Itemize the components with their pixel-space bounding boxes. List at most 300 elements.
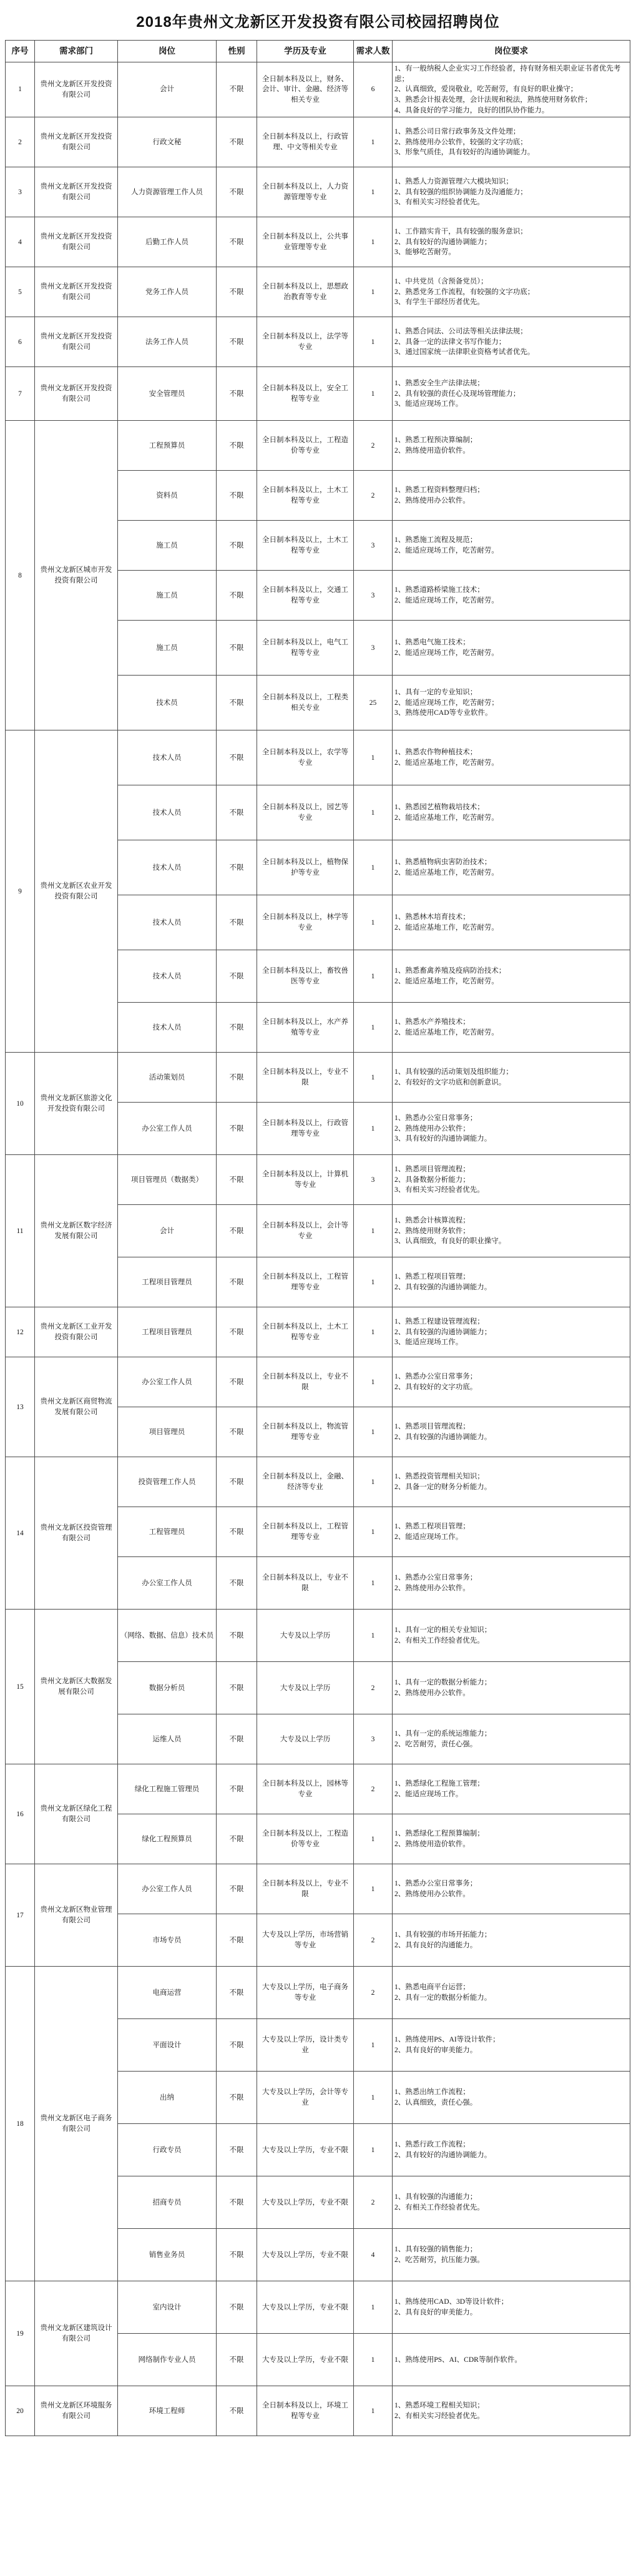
cell-requirements: 1、熟悉公司日常行政事务及文件处理； 2、熟练使用办公软件，较强的文字功底； 3、形象气质佳，具有较好的沟通协调能力。 [393, 117, 630, 167]
cell-count: 1 [354, 1257, 393, 1307]
cell-count: 1 [354, 1205, 393, 1257]
cell-gender: 不限 [217, 471, 257, 521]
cell-department: 贵州文龙新区电子商务有限公司 [35, 1967, 118, 2281]
cell-requirements: 1、熟悉水产养殖技术； 2、能适应基地工作，吃苦耐劳。 [393, 1003, 630, 1053]
cell-gender: 不限 [217, 785, 257, 840]
cell-position: 会计 [118, 1205, 217, 1257]
cell-count: 1 [354, 1457, 393, 1507]
cell-education: 全日制本科及以上，行政管理、中文等相关专业 [257, 117, 354, 167]
cell-department: 贵州文龙新区数字经济发展有限公司 [35, 1155, 118, 1307]
cell-requirements: 1、熟悉工程项目管理； 2、具有较强的沟通协调能力。 [393, 1257, 630, 1307]
cell-count: 25 [354, 676, 393, 730]
cell-education: 大专及以上学历 [257, 1610, 354, 1662]
cell-position: 技术人员 [118, 730, 217, 785]
cell-position: 绿化工程施工管理员 [118, 1764, 217, 1814]
table-row [6, 730, 630, 785]
cell-position: 数据分析员 [118, 1662, 217, 1714]
cell-position: 招商专员 [118, 2176, 217, 2229]
cell-position: 电商运营 [118, 1967, 217, 2019]
cell-requirements: 1、熟练使用PS、AI等设计软件； 2、具有良好的审美能力。 [393, 2019, 630, 2072]
cell-requirements: 1、熟悉投资管理相关知识； 2、具备一定的财务分析能力。 [393, 1457, 630, 1507]
cell-position: 绿化工程预算员 [118, 1814, 217, 1864]
cell-requirements: 1、中共党员（含预备党员）； 2、熟悉党务工作流程，有较强的文字功底； 3、有学生干部经历者优先。 [393, 267, 630, 317]
cell-education: 全日制本科及以上，行政管理等专业 [257, 1103, 354, 1155]
cell-requirements: 1、熟悉安全生产法律法规； 2、具有较强的责任心及现场管理能力； 3、能适应现场工作。 [393, 367, 630, 421]
cell-requirements: 1、具有一定的系统运维能力； 2、吃苦耐劳，责任心强。 [393, 1714, 630, 1764]
cell-education: 全日制本科及以上，园艺等专业 [257, 785, 354, 840]
cell-department: 贵州文龙新区投资管理有限公司 [35, 1457, 118, 1610]
cell-gender: 不限 [217, 621, 257, 676]
header-gender: 性别 [217, 41, 257, 62]
cell-gender: 不限 [217, 1103, 257, 1155]
cell-count: 3 [354, 1155, 393, 1205]
cell-gender: 不限 [217, 1814, 257, 1864]
cell-requirements: 1、熟悉植物病虫害防治技术； 2、能适应基地工作，吃苦耐劳。 [393, 840, 630, 895]
cell-gender: 不限 [217, 62, 257, 117]
cell-requirements: 1、具有较强的沟通能力； 2、有相关工作经验者优先。 [393, 2176, 630, 2229]
cell-requirements: 1、具有一定的专业知识； 2、能适应现场工作，吃苦耐劳； 3、熟练使用CAD等专业软件。 [393, 676, 630, 730]
cell-education: 大专及以上学历，专业不限 [257, 2176, 354, 2229]
cell-requirements: 1、熟悉人力资源管理六大模块知识； 2、具有较强的组织协调能力及沟通能力； 3、有相关实习经验者优先。 [393, 167, 630, 217]
cell-education: 全日制本科及以上，土木工程等专业 [257, 471, 354, 521]
cell-education: 全日制本科及以上，土木工程等专业 [257, 1307, 354, 1357]
cell-gender: 不限 [217, 2072, 257, 2124]
table-row [6, 1457, 630, 1507]
cell-requirements: 1、熟悉合同法、公司法等相关法律法规； 2、具备一定的法律文书写作能力； 3、通过国家统一法律职业资格考试者优先。 [393, 317, 630, 367]
cell-position: 销售业务员 [118, 2229, 217, 2281]
cell-department: 贵州文龙新区城市开发投资有限公司 [35, 421, 118, 730]
cell-gender: 不限 [217, 2334, 257, 2386]
cell-department: 贵州文龙新区环境服务有限公司 [35, 2386, 118, 2436]
cell-seq: 5 [6, 267, 35, 317]
cell-requirements: 1、熟悉施工流程及规范； 2、能适应现场工作，吃苦耐劳。 [393, 521, 630, 571]
cell-gender: 不限 [217, 1714, 257, 1764]
cell-education: 大专及以上学历，专业不限 [257, 2229, 354, 2281]
cell-seq: 3 [6, 167, 35, 217]
cell-gender: 不限 [217, 1507, 257, 1557]
cell-seq: 10 [6, 1053, 35, 1155]
cell-education: 全日制本科及以上，工程造价等专业 [257, 1814, 354, 1864]
cell-gender: 不限 [217, 1407, 257, 1457]
cell-education: 大专及以上学历，设计类专业 [257, 2019, 354, 2072]
cell-position: 技术人员 [118, 785, 217, 840]
cell-requirements: 1、有一般纳税人企业实习工作经验者，持有财务相关职业证书者优先考虑； 2、认真细致，爱岗敬业，吃苦耐劳，有良好的职业操守； 3、熟悉会计报表处理，会计法规和税法，熟练使用财务软件； 4、具备良好的学习能力，良好的团队协作能力。 [393, 62, 630, 117]
cell-department: 贵州文龙新区旅游文化开发投资有限公司 [35, 1053, 118, 1155]
cell-gender: 不限 [217, 1205, 257, 1257]
cell-count: 1 [354, 1053, 393, 1103]
cell-seq: 7 [6, 367, 35, 421]
cell-position: 项目管理员（数据类） [118, 1155, 217, 1205]
cell-requirements: 1、熟悉园艺植物栽培技术； 2、能适应基地工作，吃苦耐劳。 [393, 785, 630, 840]
cell-count: 1 [354, 730, 393, 785]
cell-education: 全日制本科及以上，工程类相关专业 [257, 676, 354, 730]
table-row [6, 217, 630, 267]
cell-requirements: 1、熟练使用PS、AI、CDR等制作软件。 [393, 2334, 630, 2386]
cell-gender: 不限 [217, 367, 257, 421]
cell-position: 运维人员 [118, 1714, 217, 1764]
header-count: 需求人数 [354, 41, 393, 62]
cell-gender: 不限 [217, 1307, 257, 1357]
cell-position: 行政专员 [118, 2124, 217, 2176]
header-education: 学历及专业 [257, 41, 354, 62]
cell-position: 网络制作专业人员 [118, 2334, 217, 2386]
cell-seq: 2 [6, 117, 35, 167]
table-row [6, 1864, 630, 1914]
cell-education: 大专及以上学历，会计等专业 [257, 2072, 354, 2124]
cell-gender: 不限 [217, 1457, 257, 1507]
cell-position: 项目管理员 [118, 1407, 217, 1457]
cell-count: 1 [354, 1864, 393, 1914]
cell-gender: 不限 [217, 1914, 257, 1967]
cell-education: 全日制本科及以上，公共事业管理等专业 [257, 217, 354, 267]
header-position: 岗位 [118, 41, 217, 62]
cell-requirements: 1、熟悉农作物种植技术； 2、能适应基地工作，吃苦耐劳。 [393, 730, 630, 785]
cell-count: 2 [354, 1967, 393, 2019]
cell-seq: 14 [6, 1457, 35, 1610]
cell-requirements: 1、熟悉工程预决算编制； 2、熟练使用造价软件。 [393, 421, 630, 471]
cell-position: 工程项目管理员 [118, 1307, 217, 1357]
cell-education: 全日制本科及以上，思想政治教育等专业 [257, 267, 354, 317]
table-row [6, 1155, 630, 1205]
cell-education: 大专及以上学历，专业不限 [257, 2281, 354, 2334]
cell-education: 全日制本科及以上，法学等专业 [257, 317, 354, 367]
cell-education: 全日制本科及以上，工程管理等专业 [257, 1257, 354, 1307]
cell-position: 工程预算员 [118, 421, 217, 471]
cell-count: 1 [354, 840, 393, 895]
cell-department: 贵州文龙新区开发投资有限公司 [35, 367, 118, 421]
cell-seq: 9 [6, 730, 35, 1053]
cell-seq: 13 [6, 1357, 35, 1457]
cell-count: 1 [354, 1814, 393, 1864]
cell-education: 大专及以上学历 [257, 1714, 354, 1764]
cell-education: 全日制本科及以上，土木工程等专业 [257, 521, 354, 571]
cell-position: 工程管理员 [118, 1507, 217, 1557]
cell-gender: 不限 [217, 1357, 257, 1407]
table-row [6, 1307, 630, 1357]
cell-department: 贵州文龙新区工业开发投资有限公司 [35, 1307, 118, 1357]
cell-education: 全日制本科及以上，植物保护等专业 [257, 840, 354, 895]
cell-requirements: 1、熟悉项目管理流程； 2、具备数据分析能力； 3、有相关实习经验者优先。 [393, 1155, 630, 1205]
cell-education: 大专及以上学历 [257, 1662, 354, 1714]
cell-seq: 16 [6, 1764, 35, 1864]
table-row [6, 2281, 630, 2334]
cell-count: 1 [354, 2386, 393, 2436]
cell-education: 大专及以上学历，专业不限 [257, 2124, 354, 2176]
cell-gender: 不限 [217, 1003, 257, 1053]
cell-gender: 不限 [217, 2386, 257, 2436]
header-dept: 需求部门 [35, 41, 118, 62]
cell-position: 党务工作人员 [118, 267, 217, 317]
cell-gender: 不限 [217, 117, 257, 167]
cell-position: 安全管理员 [118, 367, 217, 421]
cell-position: 技术人员 [118, 950, 217, 1003]
cell-requirements: 1、具有较强的活动策划及组织能力； 2、有较好的文字功底和创新意识。 [393, 1053, 630, 1103]
cell-position: 办公室工作人员 [118, 1557, 217, 1610]
cell-position: 办公室工作人员 [118, 1103, 217, 1155]
cell-education: 全日制本科及以上，安全工程等专业 [257, 367, 354, 421]
cell-gender: 不限 [217, 1557, 257, 1610]
cell-position: （网络、数据、信息）技术员 [118, 1610, 217, 1662]
cell-department: 贵州文龙新区开发投资有限公司 [35, 217, 118, 267]
cell-education: 全日制本科及以上，工程造价等专业 [257, 421, 354, 471]
cell-gender: 不限 [217, 2229, 257, 2281]
cell-requirements: 1、熟练使用CAD、3D等设计软件； 2、具有良好的审美能力。 [393, 2281, 630, 2334]
cell-position: 资料员 [118, 471, 217, 521]
cell-requirements: 1、熟悉办公室日常事务； 2、具有较好的文字功底。 [393, 1357, 630, 1407]
table-header-row [6, 41, 630, 62]
table-row [6, 1053, 630, 1103]
cell-gender: 不限 [217, 2124, 257, 2176]
cell-education: 全日制本科及以上，专业不限 [257, 1053, 354, 1103]
cell-seq: 4 [6, 217, 35, 267]
table-row [6, 267, 630, 317]
cell-gender: 不限 [217, 2019, 257, 2072]
cell-requirements: 1、熟悉畜禽养殖及疫病防治技术； 2、能适应基地工作，吃苦耐劳。 [393, 950, 630, 1003]
cell-seq: 20 [6, 2386, 35, 2436]
cell-education: 全日制本科及以上，畜牧兽医等专业 [257, 950, 354, 1003]
cell-position: 工程项目管理员 [118, 1257, 217, 1307]
cell-gender: 不限 [217, 1155, 257, 1205]
cell-education: 全日制本科及以上，水产养殖等专业 [257, 1003, 354, 1053]
cell-position: 平面设计 [118, 2019, 217, 2072]
cell-gender: 不限 [217, 217, 257, 267]
cell-count: 1 [354, 317, 393, 367]
cell-position: 环境工程师 [118, 2386, 217, 2436]
cell-requirements: 1、熟悉电气施工技术； 2、能适应现场工作，吃苦耐劳。 [393, 621, 630, 676]
cell-position: 后勤工作人员 [118, 217, 217, 267]
cell-count: 2 [354, 1662, 393, 1714]
cell-position: 室内设计 [118, 2281, 217, 2334]
cell-gender: 不限 [217, 1662, 257, 1714]
cell-department: 贵州文龙新区物业管理有限公司 [35, 1864, 118, 1967]
table-row [6, 2386, 630, 2436]
cell-department: 贵州文龙新区大数据发展有限公司 [35, 1610, 118, 1764]
cell-education: 全日制本科及以上，环境工程等专业 [257, 2386, 354, 2436]
cell-education: 全日制本科及以上，林学等专业 [257, 895, 354, 950]
cell-department: 贵州文龙新区建筑设计有限公司 [35, 2281, 118, 2386]
cell-requirements: 1、熟悉办公室日常事务； 2、熟练使用办公软件。 [393, 1557, 630, 1610]
table-row [6, 1967, 630, 2019]
cell-count: 1 [354, 1103, 393, 1155]
cell-department: 贵州文龙新区开发投资有限公司 [35, 317, 118, 367]
cell-count: 1 [354, 1507, 393, 1557]
cell-requirements: 1、熟悉出纳工作流程； 2、认真细致，责任心强。 [393, 2072, 630, 2124]
cell-position: 出纳 [118, 2072, 217, 2124]
cell-count: 3 [354, 621, 393, 676]
cell-education: 全日制本科及以上，物流管理等专业 [257, 1407, 354, 1457]
cell-count: 1 [354, 1357, 393, 1407]
cell-count: 3 [354, 521, 393, 571]
table-body [6, 62, 630, 2436]
cell-count: 1 [354, 2019, 393, 2072]
table-row [6, 1357, 630, 1407]
cell-count: 1 [354, 1610, 393, 1662]
cell-position: 技术人员 [118, 1003, 217, 1053]
cell-department: 贵州文龙新区农业开发投资有限公司 [35, 730, 118, 1053]
cell-requirements: 1、熟悉绿化工程施工管理； 2、能适应现场工作。 [393, 1764, 630, 1814]
cell-department: 贵州文龙新区绿化工程有限公司 [35, 1764, 118, 1864]
cell-education: 大专及以上学历，市场营销等专业 [257, 1914, 354, 1967]
cell-position: 会计 [118, 62, 217, 117]
cell-seq: 15 [6, 1610, 35, 1764]
cell-position: 办公室工作人员 [118, 1864, 217, 1914]
cell-gender: 不限 [217, 895, 257, 950]
cell-gender: 不限 [217, 1053, 257, 1103]
cell-education: 全日制本科及以上，会计等专业 [257, 1205, 354, 1257]
cell-seq: 19 [6, 2281, 35, 2386]
cell-requirements: 1、熟悉工程资料整理归档； 2、熟练使用办公软件。 [393, 471, 630, 521]
cell-position: 技术员 [118, 676, 217, 730]
cell-education: 全日制本科及以上，专业不限 [257, 1557, 354, 1610]
table-row [6, 1610, 630, 1662]
cell-count: 2 [354, 471, 393, 521]
cell-requirements: 1、熟悉行政工作流程； 2、具有较好的沟通协调能力。 [393, 2124, 630, 2176]
cell-count: 1 [354, 217, 393, 267]
cell-requirements: 1、熟悉电商平台运营； 2、具有一定的数据分析能力。 [393, 1967, 630, 2019]
cell-position: 施工员 [118, 521, 217, 571]
cell-position: 法务工作人员 [118, 317, 217, 367]
cell-count: 6 [354, 62, 393, 117]
cell-seq: 8 [6, 421, 35, 730]
cell-gender: 不限 [217, 2176, 257, 2229]
cell-gender: 不限 [217, 2281, 257, 2334]
cell-education: 全日制本科及以上，人力资源管理等专业 [257, 167, 354, 217]
cell-education: 全日制本科及以上，财务、会计、审计、金融、经济等相关专业 [257, 62, 354, 117]
cell-gender: 不限 [217, 676, 257, 730]
cell-education: 全日制本科及以上，计算机等专业 [257, 1155, 354, 1205]
cell-count: 1 [354, 367, 393, 421]
cell-count: 1 [354, 117, 393, 167]
cell-count: 1 [354, 2281, 393, 2334]
table-row [6, 117, 630, 167]
cell-education: 全日制本科及以上，农学等专业 [257, 730, 354, 785]
cell-count: 1 [354, 1307, 393, 1357]
cell-position: 施工员 [118, 621, 217, 676]
cell-count: 1 [354, 2334, 393, 2386]
cell-position: 办公室工作人员 [118, 1357, 217, 1407]
cell-department: 贵州文龙新区开发投资有限公司 [35, 117, 118, 167]
cell-gender: 不限 [217, 421, 257, 471]
cell-gender: 不限 [217, 521, 257, 571]
cell-gender: 不限 [217, 730, 257, 785]
table-row [6, 1764, 630, 1814]
cell-gender: 不限 [217, 267, 257, 317]
cell-count: 4 [354, 2229, 393, 2281]
cell-requirements: 1、熟悉林木培育技术； 2、能适应基地工作，吃苦耐劳。 [393, 895, 630, 950]
cell-count: 2 [354, 1914, 393, 1967]
cell-education: 全日制本科及以上，专业不限 [257, 1864, 354, 1914]
cell-requirements: 1、工作踏实肯干，具有较强的服务意识； 2、具有较好的沟通协调能力； 3、能够吃苦耐劳。 [393, 217, 630, 267]
cell-requirements: 1、熟悉环境工程相关知识； 2、有相关实习经验者优先。 [393, 2386, 630, 2436]
cell-education: 大专及以上学历，电子商务等专业 [257, 1967, 354, 2019]
cell-count: 3 [354, 1714, 393, 1764]
header-seq: 序号 [6, 41, 35, 62]
cell-department: 贵州文龙新区开发投资有限公司 [35, 267, 118, 317]
cell-gender: 不限 [217, 1610, 257, 1662]
cell-count: 1 [354, 267, 393, 317]
cell-requirements: 1、熟悉项目管理流程； 2、具有较强的沟通协调能力。 [393, 1407, 630, 1457]
cell-count: 1 [354, 1407, 393, 1457]
header-requirements: 岗位要求 [393, 41, 630, 62]
cell-department: 贵州文龙新区开发投资有限公司 [35, 167, 118, 217]
cell-count: 1 [354, 1557, 393, 1610]
cell-count: 2 [354, 421, 393, 471]
cell-seq: 11 [6, 1155, 35, 1307]
recruitment-table [5, 40, 630, 2436]
cell-gender: 不限 [217, 317, 257, 367]
cell-department: 贵州文龙新区开发投资有限公司 [35, 62, 118, 117]
cell-gender: 不限 [217, 1967, 257, 2019]
cell-education: 全日制本科及以上，工程管理等专业 [257, 1507, 354, 1557]
cell-requirements: 1、熟悉工程建设管理流程； 2、具有较强的沟通协调能力； 3、能适应现场工作。 [393, 1307, 630, 1357]
cell-position: 行政文秘 [118, 117, 217, 167]
cell-education: 全日制本科及以上，交通工程等专业 [257, 571, 354, 621]
cell-education: 全日制本科及以上，园林等专业 [257, 1764, 354, 1814]
cell-count: 2 [354, 2176, 393, 2229]
cell-requirements: 1、熟悉工程项目管理； 2、能适应现场工作。 [393, 1507, 630, 1557]
cell-count: 1 [354, 895, 393, 950]
cell-position: 市场专员 [118, 1914, 217, 1967]
cell-count: 1 [354, 2124, 393, 2176]
cell-department: 贵州文龙新区商贸物流发展有限公司 [35, 1357, 118, 1457]
cell-position: 投资管理工作人员 [118, 1457, 217, 1507]
cell-seq: 1 [6, 62, 35, 117]
cell-position: 技术人员 [118, 895, 217, 950]
cell-gender: 不限 [217, 167, 257, 217]
cell-position: 施工员 [118, 571, 217, 621]
cell-count: 1 [354, 785, 393, 840]
cell-gender: 不限 [217, 1764, 257, 1814]
cell-gender: 不限 [217, 571, 257, 621]
cell-requirements: 1、熟悉办公室日常事务； 2、熟练使用办公软件； 3、具有较好的沟通协调能力。 [393, 1103, 630, 1155]
table-row [6, 317, 630, 367]
cell-requirements: 1、具有一定的数据分析能力； 2、熟练使用办公软件。 [393, 1662, 630, 1714]
cell-education: 全日制本科及以上，专业不限 [257, 1357, 354, 1407]
cell-requirements: 1、熟悉绿化工程预算编制； 2、熟练使用造价软件。 [393, 1814, 630, 1864]
cell-count: 1 [354, 1003, 393, 1053]
cell-count: 2 [354, 1764, 393, 1814]
page-title: 2018年贵州文龙新区开发投资有限公司校园招聘岗位 [136, 13, 500, 31]
cell-gender: 不限 [217, 950, 257, 1003]
cell-requirements: 1、具有较强的市场开拓能力； 2、具有良好的沟通能力。 [393, 1914, 630, 1967]
cell-requirements: 1、具有一定的相关专业知识； 2、有相关工作经验者优先。 [393, 1610, 630, 1662]
cell-requirements: 1、熟悉办公室日常事务； 2、熟练使用办公软件。 [393, 1864, 630, 1914]
cell-seq: 12 [6, 1307, 35, 1357]
cell-gender: 不限 [217, 1864, 257, 1914]
table-row [6, 167, 630, 217]
cell-seq: 17 [6, 1864, 35, 1967]
cell-gender: 不限 [217, 840, 257, 895]
cell-education: 大专及以上学历，专业不限 [257, 2334, 354, 2386]
cell-count: 1 [354, 950, 393, 1003]
cell-count: 1 [354, 167, 393, 217]
cell-count: 3 [354, 571, 393, 621]
cell-seq: 6 [6, 317, 35, 367]
cell-education: 全日制本科及以上，金融、经济等专业 [257, 1457, 354, 1507]
cell-requirements: 1、熟悉道路桥梁施工技术； 2、能适应现场工作，吃苦耐劳。 [393, 571, 630, 621]
cell-position: 技术人员 [118, 840, 217, 895]
table-row [6, 421, 630, 471]
cell-education: 全日制本科及以上，电气工程等专业 [257, 621, 354, 676]
cell-count: 1 [354, 2072, 393, 2124]
table-row [6, 367, 630, 421]
cell-gender: 不限 [217, 1257, 257, 1307]
cell-requirements: 1、熟悉会计核算流程； 2、熟练使用财务软件； 3、认真细致，有良好的职业操守。 [393, 1205, 630, 1257]
cell-seq: 18 [6, 1967, 35, 2281]
cell-requirements: 1、具有较强的销售能力； 2、吃苦耐劳，抗压能力强。 [393, 2229, 630, 2281]
cell-position: 人力资源管理工作人员 [118, 167, 217, 217]
table-row [6, 62, 630, 117]
